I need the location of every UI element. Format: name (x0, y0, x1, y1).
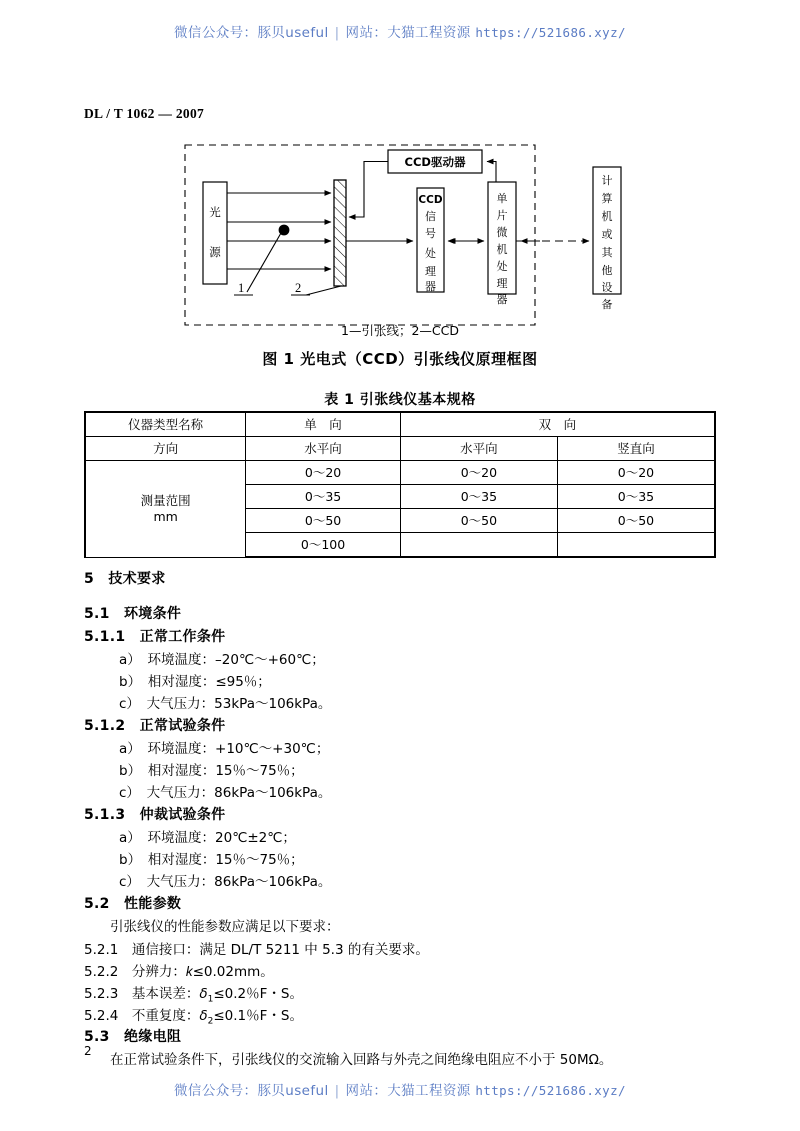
table-row (85, 461, 715, 485)
th-single-horizontal: 水平向 (246, 437, 401, 461)
watermark-wechat-label-b: 微信公众号： (174, 1083, 258, 1099)
range-label-line2: mm (153, 508, 178, 524)
item-5-2-4-subscript: 2 (207, 1016, 214, 1027)
item-5-2-4 (84, 1004, 303, 1027)
label-mcu-2: 微 (496, 226, 508, 239)
label-mcu-0: 单 (496, 192, 508, 205)
label-mcu-5: 理 (496, 277, 508, 290)
heading-5-1-3: 5.1.3 仲裁试验条件 (84, 807, 226, 823)
label-ccd-sp-0: CCD (418, 194, 443, 206)
item-5-2-4-label: 5.2.4 不重复度： (84, 1008, 200, 1024)
item-5-1-3-b: b） 相对湿度：15％～75％； (119, 852, 304, 868)
item-5-1-3-c: c） 大气压力：86kPa～106kPa。 (119, 874, 332, 890)
para-5-2-intro: 引张线仪的性能参数应满足以下要求： (110, 919, 340, 935)
label-computer-6: 设 (601, 281, 613, 294)
label-light-source-1: 光 (209, 205, 221, 219)
item-5-2-3-symbol: δ (199, 986, 208, 1002)
label-mcu-6: 器 (496, 293, 508, 306)
item-5-2-3-label: 5.2.3 基本误差： (84, 986, 200, 1002)
item-5-2-3-subscript: 1 (207, 994, 214, 1005)
label-ccd-driver: CCD驱动器 (404, 155, 466, 169)
watermark-site-label-b: 网站： (345, 1083, 388, 1099)
item-5-2-4-value: ≤0.1％F・S。 (213, 1008, 303, 1024)
figure-ccd-block-diagram (0, 140, 800, 335)
td-single-h: 0～50 (246, 509, 401, 533)
callout-1: 1 (238, 281, 245, 295)
td-single-h: 0～100 (246, 533, 401, 558)
item-5-2-2 (84, 960, 274, 980)
label-ccd-sp-1: 信 (425, 210, 436, 223)
label-mcu-4: 处 (496, 260, 508, 273)
box-light-source (203, 182, 227, 284)
watermark-top (0, 21, 800, 41)
watermark-site-label: 网站： (345, 25, 388, 41)
item-5-2-4-symbol: δ (199, 1008, 208, 1024)
range-label-line1: 测量范围 (140, 493, 191, 509)
label-ccd-sp-3: 处 (425, 247, 436, 260)
watermark-separator-b: | (334, 1083, 340, 1099)
watermark-wechat-value: 豚贝useful (257, 25, 329, 41)
label-ccd-sp-2: 号 (425, 227, 436, 240)
th-instrument-type: 仪器类型名称 (85, 412, 246, 437)
table-title: 表 1 引张线仪基本规格 (324, 392, 476, 408)
item-5-1-1-a: a） 环境温度：–20℃～+60℃； (119, 652, 325, 668)
watermark-separator: | (334, 25, 340, 41)
item-5-2-3 (84, 982, 303, 1005)
td-dual-h: 0～35 (400, 485, 557, 509)
label-mcu-3: 机 (496, 243, 508, 256)
label-ccd-sp-4: 理 (425, 265, 436, 278)
th-dual-vertical: 竖直向 (557, 437, 715, 461)
item-5-1-1-b: b） 相对湿度：≤95％； (119, 674, 271, 690)
item-5-2-2-value: ≤0.02mm。 (192, 964, 274, 980)
item-5-2-2-symbol: k (185, 964, 193, 979)
td-measurement-range-label (85, 461, 246, 558)
label-ccd-sp-5: 器 (425, 280, 436, 293)
label-computer-5: 他 (601, 264, 613, 277)
heading-5-1: 5.1 环境条件 (84, 606, 182, 622)
item-5-2-2-label: 5.2.2 分辨力： (84, 964, 186, 980)
label-computer-4: 其 (601, 246, 613, 259)
item-5-1-2-b: b） 相对湿度：15％～75％； (119, 763, 304, 779)
label-computer-7: 备 (601, 298, 613, 311)
item-5-2-3-value: ≤0.2％F・S。 (213, 986, 303, 1002)
td-dual-h: 0～20 (400, 461, 557, 485)
label-computer-3: 或 (601, 228, 613, 241)
td-dual-v: 0～35 (557, 485, 715, 509)
th-dual-horizontal: 水平向 (400, 437, 557, 461)
label-computer-2: 机 (601, 210, 613, 223)
td-dual-h (400, 533, 557, 558)
label-mcu-1: 片 (496, 209, 508, 222)
td-dual-h: 0～50 (400, 509, 557, 533)
figure-caption: 图 1 光电式（CCD）引张线仪原理框图 (262, 350, 538, 368)
label-computer-1: 算 (601, 192, 613, 205)
heading-5-2: 5.2 性能参数 (84, 896, 182, 912)
watermark-wechat-value-b: 豚贝useful (257, 1083, 329, 1099)
label-computer-0: 计 (601, 174, 613, 187)
document-number: DL / T 1062 — 2007 (84, 106, 205, 121)
callout-2: 2 (295, 281, 302, 295)
page-number: 2 (84, 1044, 92, 1058)
watermark-url: https://521686.xyz/ (475, 25, 626, 40)
item-5-1-2-c: c） 大气压力：86kPa～106kPa。 (119, 785, 332, 801)
figure-legend: 1—引张线；2—CCD (341, 323, 459, 338)
th-direction: 方向 (85, 437, 246, 461)
td-single-h: 0～35 (246, 485, 401, 509)
table-header-row-2 (85, 437, 715, 461)
heading-5-1-1: 5.1.1 正常工作条件 (84, 629, 226, 645)
item-5-1-1-c: c） 大气压力：53kPa～106kPa。 (119, 696, 332, 712)
heading-5-1-2: 5.1.2 正常试验条件 (84, 718, 226, 734)
watermark-url-b: https://521686.xyz/ (475, 1083, 626, 1098)
th-single-direction: 单 向 (246, 412, 401, 437)
para-5-3-body: 在正常试验条件下，引张线仪的交流输入回路与外壳之间绝缘电阻应不小于 50MΩ。 (110, 1052, 613, 1068)
item-5-1-3-a: a） 环境温度：20℃±2℃； (119, 830, 296, 846)
th-dual-direction: 双 向 (400, 412, 715, 437)
td-dual-v: 0～20 (557, 461, 715, 485)
td-dual-v (557, 533, 715, 558)
heading-5-3: 5.3 绝缘电阻 (84, 1029, 182, 1045)
item-5-1-2-a: a） 环境温度：+10℃～+30℃； (119, 741, 330, 757)
spec-table (84, 411, 716, 558)
td-single-h: 0～20 (246, 461, 401, 485)
td-dual-v: 0～50 (557, 509, 715, 533)
watermark-bottom (0, 1079, 800, 1099)
item-5-2-1: 5.2.1 通信接口：满足 DL/T 5211 中 5.3 的有关要求。 (84, 942, 429, 958)
watermark-site-value-b: 大猫工程资源 (387, 1083, 471, 1099)
label-light-source-2: 源 (209, 245, 221, 259)
ccd-sensor-bar (334, 180, 346, 286)
watermark-wechat-label: 微信公众号： (174, 25, 258, 41)
heading-5: 5 技术要求 (84, 571, 166, 587)
table-header-row-1 (85, 412, 715, 437)
watermark-site-value: 大猫工程资源 (387, 25, 471, 41)
